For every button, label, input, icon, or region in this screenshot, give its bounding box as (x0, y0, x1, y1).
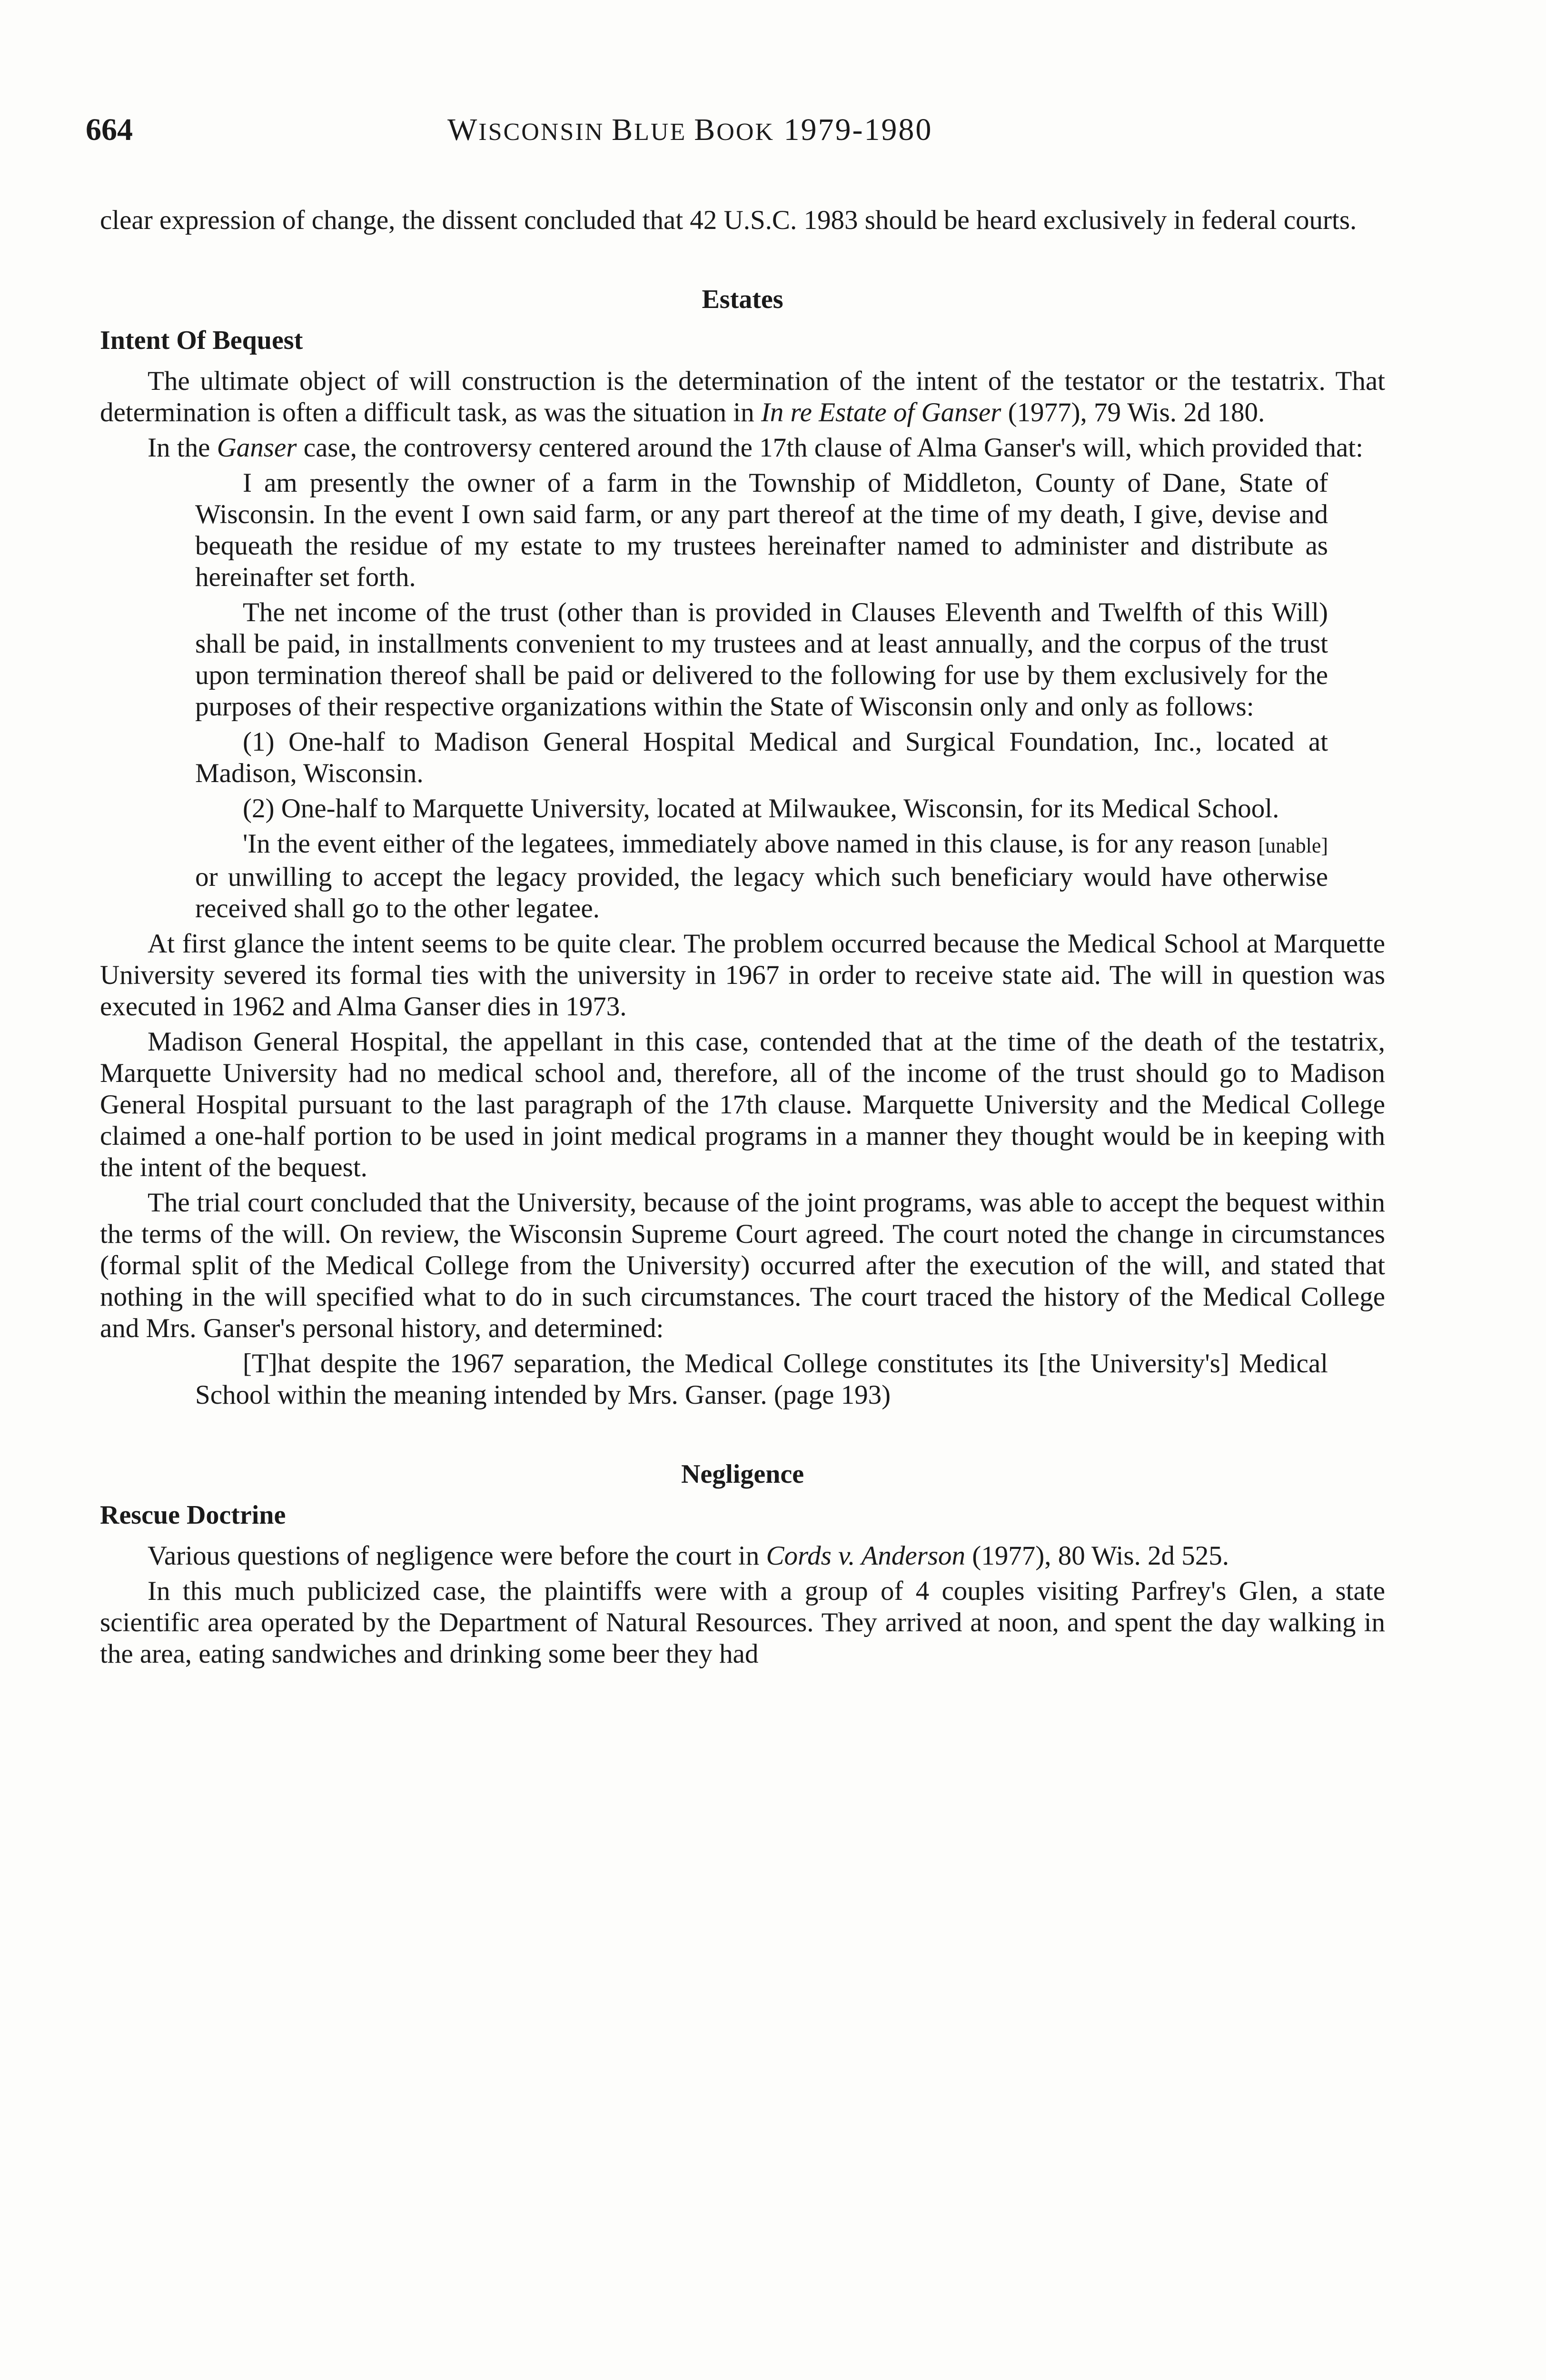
running-head: WISCONSIN BLUE BOOK 1979-1980 (447, 112, 933, 147)
case-citation: In re Estate of Ganser (761, 397, 1001, 427)
quote-paragraph: The net income of the trust (other than is provided in Clauses Eleventh and Twelfth of this Will) shall be paid, in installments convenient to my trustees and at least annually, and the corpus of the trust upon termination thereof shall be paid or delivered to the following for use by them exclusively for the purposes of their respective organizations within the State of Wisconsin only and only as follows: (195, 597, 1328, 722)
intro-paragraph: clear expression of change, the dissent concluded that 42 U.S.C. 1983 should be heard exclusively in federal courts. (100, 205, 1357, 235)
paragraph: In the Ganser case, the controversy centered around the 17th clause of Alma Ganser's will, which provided that: (148, 433, 1363, 463)
paragraph: The ultimate object of will construction is the determination of the intent of the testator or the testatrix. That determination is often a difficult task, as was the situation in In re Estate of Ganser (1977), 79 Wis. 2d 180. (100, 366, 1385, 427)
case-citation: Cords v. Anderson (766, 1541, 966, 1571)
quote-paragraph: I am presently the owner of a farm in the Township of Middleton, County of Dane, State of Wisconsin. In the event I own said farm, or any part thereof at the time of my death, I give, devise and bequeath the residue of my estate to my trustees hereinafter named to administer and distribute as hereinafter set forth. (195, 468, 1328, 592)
subheading-rescue-doctrine: Rescue Doctrine (100, 1500, 286, 1530)
quote-paragraph: 'In the event either of the legatees, immediately above named in this clause, is for any reason [unable] or unwilling to accept the legacy provided, the legacy which such beneficiary would have otherwise received shall go to the other legatee. (195, 829, 1328, 923)
quote-paragraph: (1) One-half to Madison General Hospital Medical and Surgical Foundation, Inc., located at Madison, Wisconsin. (195, 727, 1328, 788)
paragraph: At first glance the intent seems to be quite clear. The problem occurred because the Medical School at Marquette University severed its formal ties with the university in 1967 in order to receive state aid. The will in question was executed in 1962 and Alma Ganser dies in 1973. (100, 929, 1385, 1021)
paragraph: Madison General Hospital, the appellant in this case, contended that at the time of the death of the testatrix, Marquette University had no medical school and, therefore, all of the income of the trust should go to Madison General Hospital pursuant to the last paragraph of the 17th clause. Marquette University and the Medical College claimed a one-half portion to be used in joint medical programs in a manner they thought would be in keeping with the intent of the bequest. (100, 1027, 1385, 1182)
subheading-intent-of-bequest: Intent Of Bequest (100, 326, 303, 355)
paragraph: Various questions of negligence were before the court in Cords v. Anderson (1977), 80 Wis. 2d 525. (148, 1541, 1229, 1571)
page-header (86, 114, 1447, 167)
page-number: 664 (86, 112, 133, 147)
will-quotation (100, 467, 1385, 924)
quote-paragraph: (2) One-half to Marquette University, located at Milwaukee, Wisconsin, for its Medical School. (243, 793, 1279, 823)
section-heading-estates: Estates (702, 285, 783, 314)
case-citation: Ganser (217, 433, 297, 463)
section-heading-negligence: Negligence (681, 1459, 804, 1489)
quote-paragraph: [T]hat despite the 1967 separation, the Medical College constitutes its [the University's] Medical School within the meaning intended by Mrs. Ganser. (page 193) (195, 1349, 1328, 1410)
court-quotation (100, 1348, 1385, 1411)
page-body (100, 205, 1385, 1674)
paragraph: The trial court concluded that the University, because of the joint programs, was able to accept the bequest within the terms of the will. On review, the Wisconsin Supreme Court agreed. The court noted the change in circumstances (formal split of the Medical College from the University) occurred after the execution of the will, and stated that nothing in the will specified what to do in such circumstances. The court traced the history of the Medical College and Mrs. Ganser's personal history, and determined: (100, 1188, 1385, 1343)
paragraph: In this much publicized case, the plaintiffs were with a group of 4 couples visiting Parfrey's Glen, a state scientific area operated by the Department of Natural Resources. They arrived at noon, and spent the day walking in the area, eating sandwiches and drinking some beer they had (100, 1576, 1385, 1669)
